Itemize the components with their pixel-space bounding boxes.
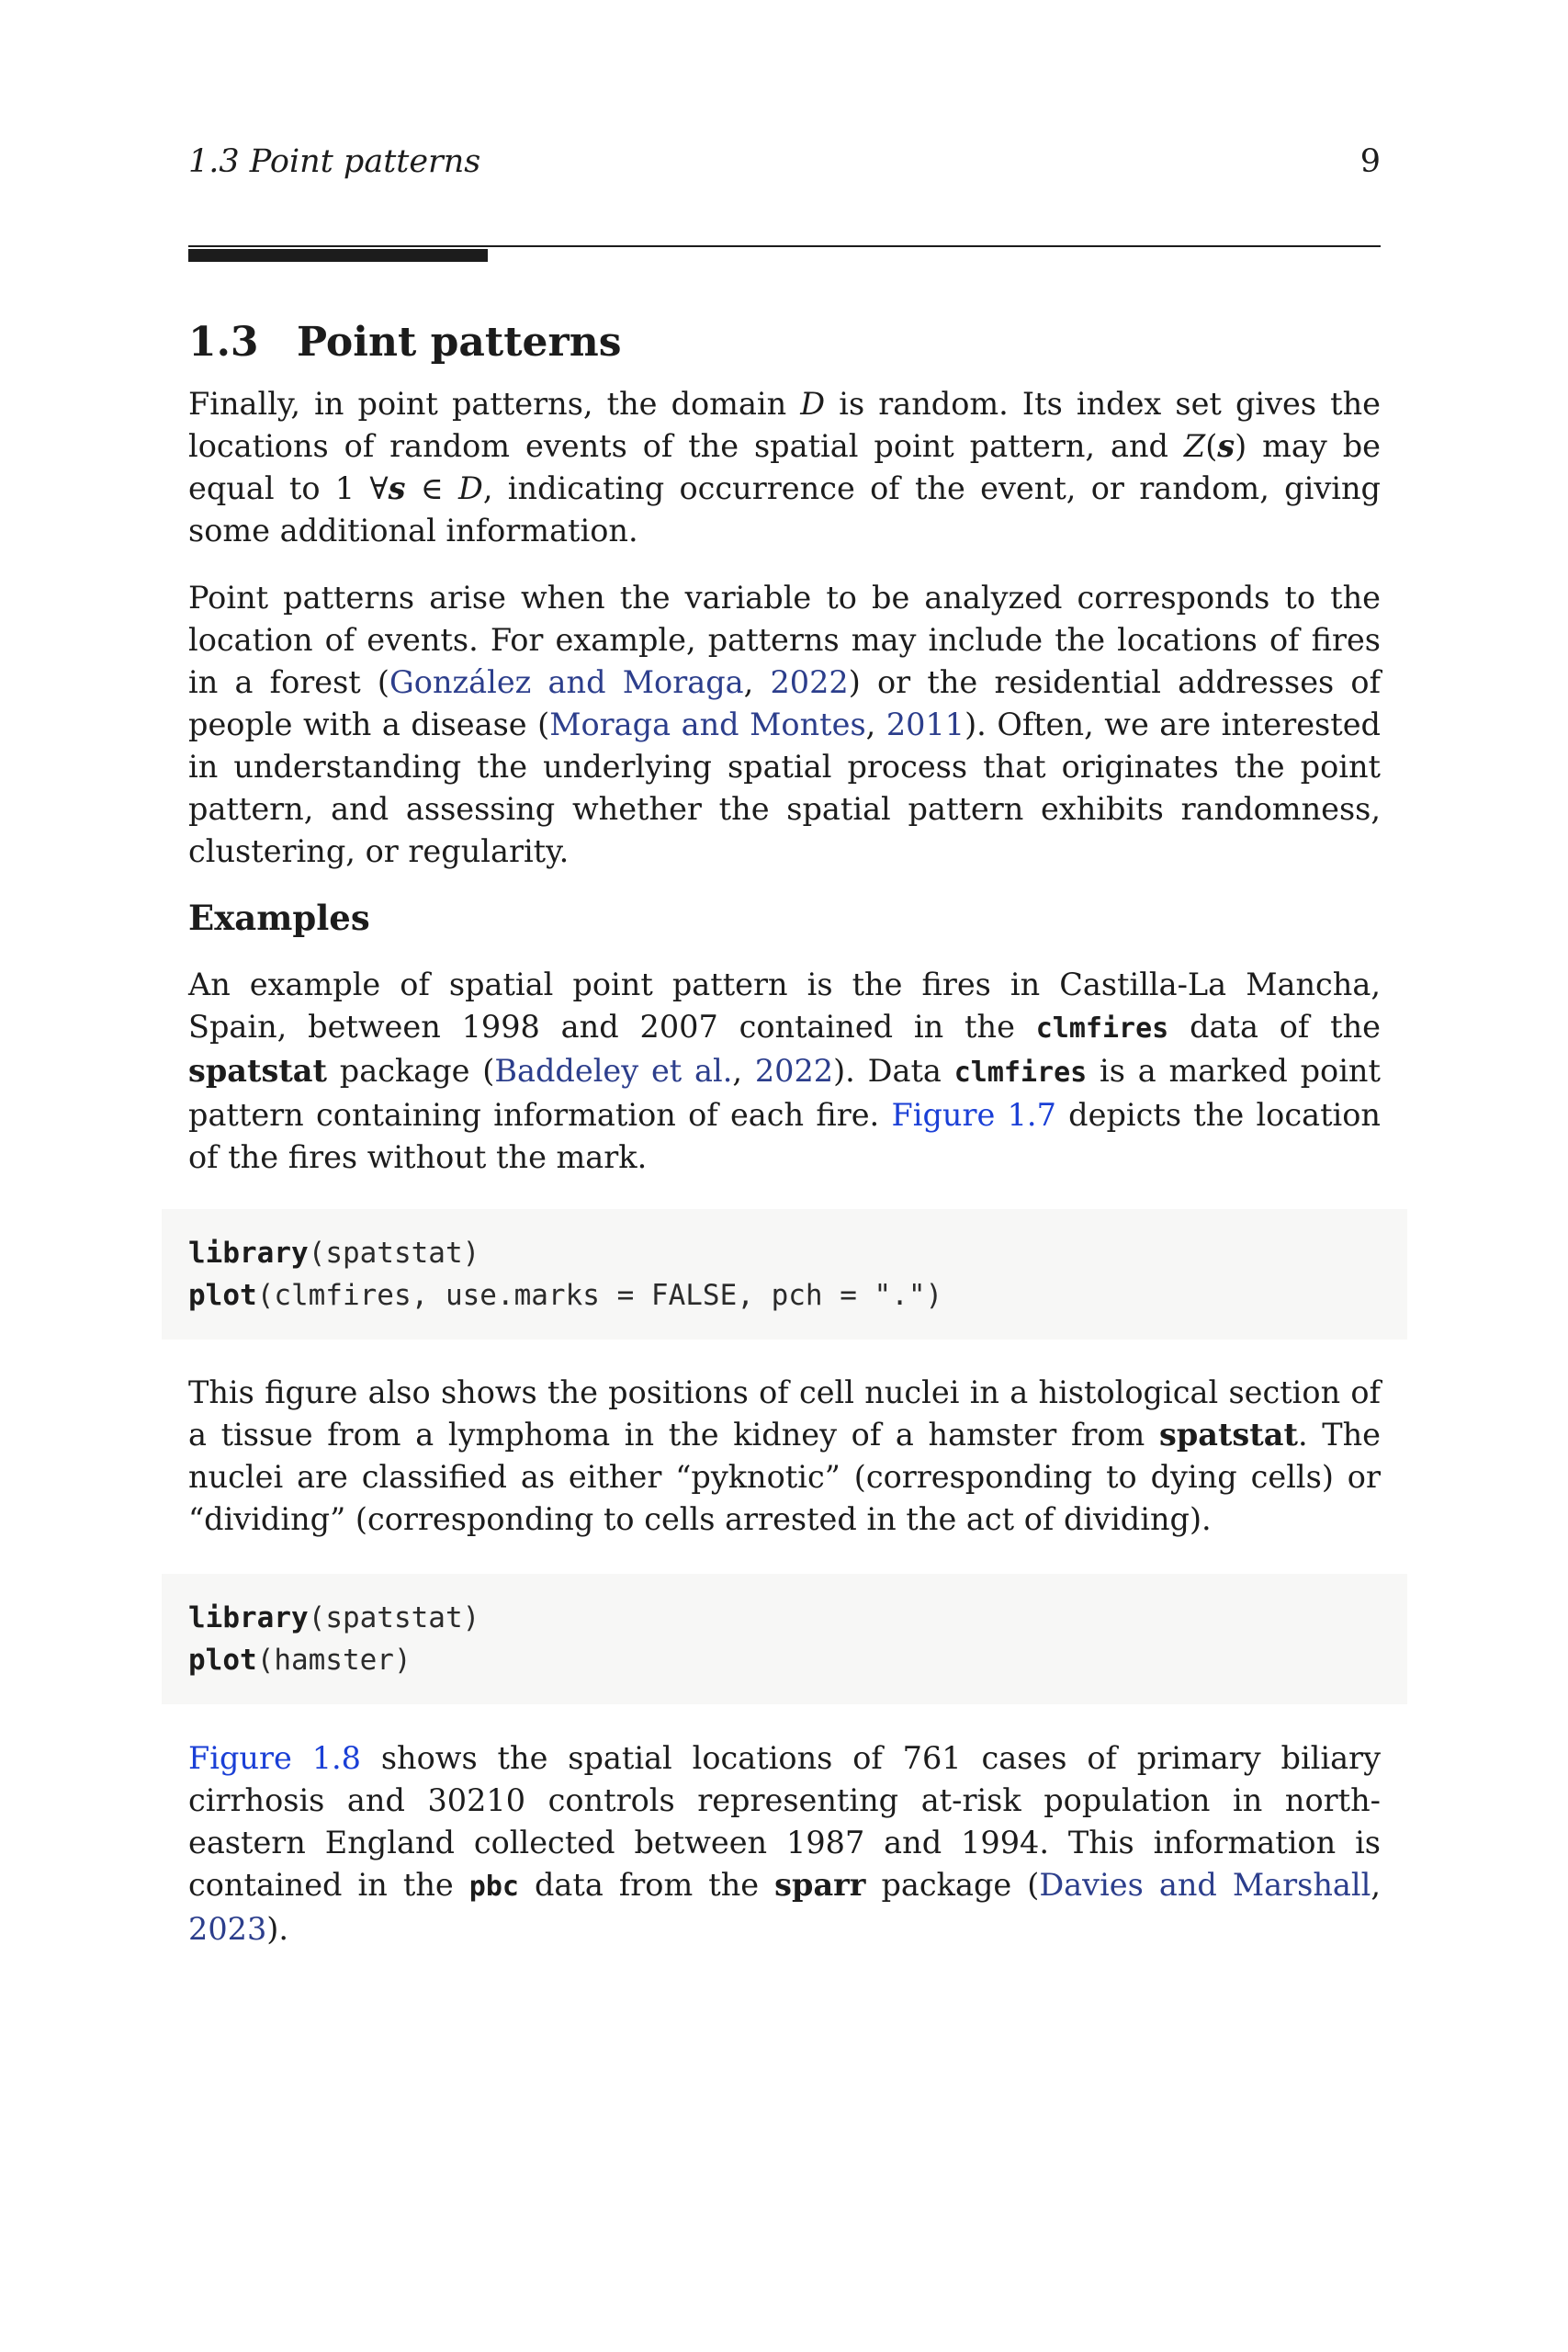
paragraph-hamster	[188, 1372, 1381, 1541]
text: depicts the location of the fires without the mark.	[188, 1097, 1381, 1175]
package-name: spatstat	[188, 1053, 327, 1089]
section-title: Point patterns	[297, 319, 622, 366]
paragraph-point-patterns-examples	[188, 577, 1381, 873]
text: This figure also shows the positions of cell nuclei in a histological section of a tissue from a lymphoma in the kidney of a hamster from	[188, 1374, 1381, 1453]
page-number: 9	[1359, 143, 1381, 180]
text: ,	[743, 664, 771, 700]
inline-code: clmfires	[953, 1057, 1088, 1089]
text: , indicating occurrence of the event, or random, giving some additional information.	[188, 470, 1381, 548]
text: Finally, in point patterns, the domain	[188, 386, 801, 422]
examples-heading: Examples	[188, 898, 370, 938]
code-args: (clmfires, use.marks = FALSE, pch = ".")	[256, 1279, 943, 1312]
text: (	[1205, 428, 1218, 464]
section-heading	[188, 317, 621, 368]
text: ).	[266, 1911, 288, 1947]
text: package (	[865, 1867, 1040, 1903]
citation-year-link[interactable]: 2011	[886, 707, 965, 742]
citation-year-link[interactable]: 2023	[188, 1911, 267, 1947]
paragraph-point-patterns-definition	[188, 383, 1381, 552]
package-name: spatstat	[1158, 1417, 1298, 1453]
text: package (	[326, 1053, 495, 1089]
text: ) may be equal to 1 ∀	[188, 428, 1381, 506]
text: ,	[1371, 1867, 1381, 1903]
math-var: D	[800, 386, 826, 422]
header-rule	[188, 245, 1381, 247]
citation-link[interactable]: Davies and Marshall	[1039, 1867, 1371, 1903]
text: ∈	[405, 470, 458, 506]
math-var: D	[457, 470, 483, 506]
math-vector: s	[388, 470, 406, 506]
text: . The nuclei are classified as either “pyknotic” (corresponding to dying cells) or “dividing” (corresponding to cells arrested in the act of dividing).	[188, 1417, 1381, 1537]
text: data from the	[518, 1867, 775, 1903]
paragraph-clmfires	[188, 964, 1381, 1179]
package-name: sparr	[774, 1867, 866, 1903]
citation-year-link[interactable]: 2022	[770, 664, 849, 700]
inline-code: pbc	[468, 1871, 519, 1903]
math-vector: s	[1217, 428, 1235, 464]
code-block-clmfires	[162, 1209, 1407, 1340]
code-args: (spatstat)	[308, 1237, 480, 1270]
section-number: 1.3	[188, 319, 259, 366]
text: is random. Its index set gives the locations of random events of the spatial point pattern, and	[188, 386, 1381, 464]
running-head	[188, 141, 1381, 183]
citation-link[interactable]: González and Moraga	[389, 664, 744, 700]
code-args: (hamster)	[256, 1644, 412, 1677]
text: ) or the residential addresses of people with a disease (	[188, 664, 1381, 742]
code-function: plot	[188, 1644, 257, 1677]
code-line	[188, 1639, 1381, 1681]
figure-reference-link[interactable]: Figure 1.7	[891, 1097, 1056, 1133]
code-line	[188, 1232, 1381, 1274]
code-function: library	[188, 1237, 309, 1270]
citation-year-link[interactable]: 2022	[754, 1053, 834, 1089]
running-head-title: 1.3 Point patterns	[188, 143, 481, 180]
text: ). Often, we are interested in understanding the underlying spatial process that originates the point pattern, and assessing whether the spatial pattern exhibits randomness, clustering, or regularity.	[188, 707, 1381, 869]
citation-link[interactable]: Baddeley et al.	[494, 1053, 733, 1089]
inline-code: clmfires	[1035, 1012, 1169, 1045]
text: ,	[732, 1053, 755, 1089]
text: is a marked point pattern containing information of each fire.	[188, 1053, 1381, 1133]
code-block-hamster	[162, 1574, 1407, 1704]
text: Point patterns arise when the variable to be analyzed corresponds to the location of events. For example, patterns may include the locations of fires in a forest (	[188, 580, 1381, 700]
code-line	[188, 1274, 1381, 1317]
text: shows the spatial locations of 761 cases of primary biliary cirrhosis and 30210 controls representing at-risk population in north-eastern England collected between 1987 and 1994. This information is contained in the	[188, 1740, 1381, 1903]
text: data of the	[1168, 1009, 1382, 1045]
code-line	[188, 1597, 1381, 1639]
text: ). Data	[833, 1053, 954, 1089]
code-function: plot	[188, 1279, 257, 1312]
citation-link[interactable]: Moraga and Montes	[549, 707, 866, 742]
text: ,	[865, 707, 886, 742]
code-function: library	[188, 1601, 309, 1634]
header-rule-accent	[188, 249, 488, 262]
text: An example of spatial point pattern is the fires in Castilla-La Mancha, Spain, between 1998 and 2007 contained in the	[188, 967, 1381, 1045]
math-var: Z	[1183, 428, 1206, 464]
figure-reference-link[interactable]: Figure 1.8	[188, 1740, 361, 1776]
paragraph-pbc	[188, 1737, 1381, 1951]
code-args: (spatstat)	[308, 1601, 480, 1634]
